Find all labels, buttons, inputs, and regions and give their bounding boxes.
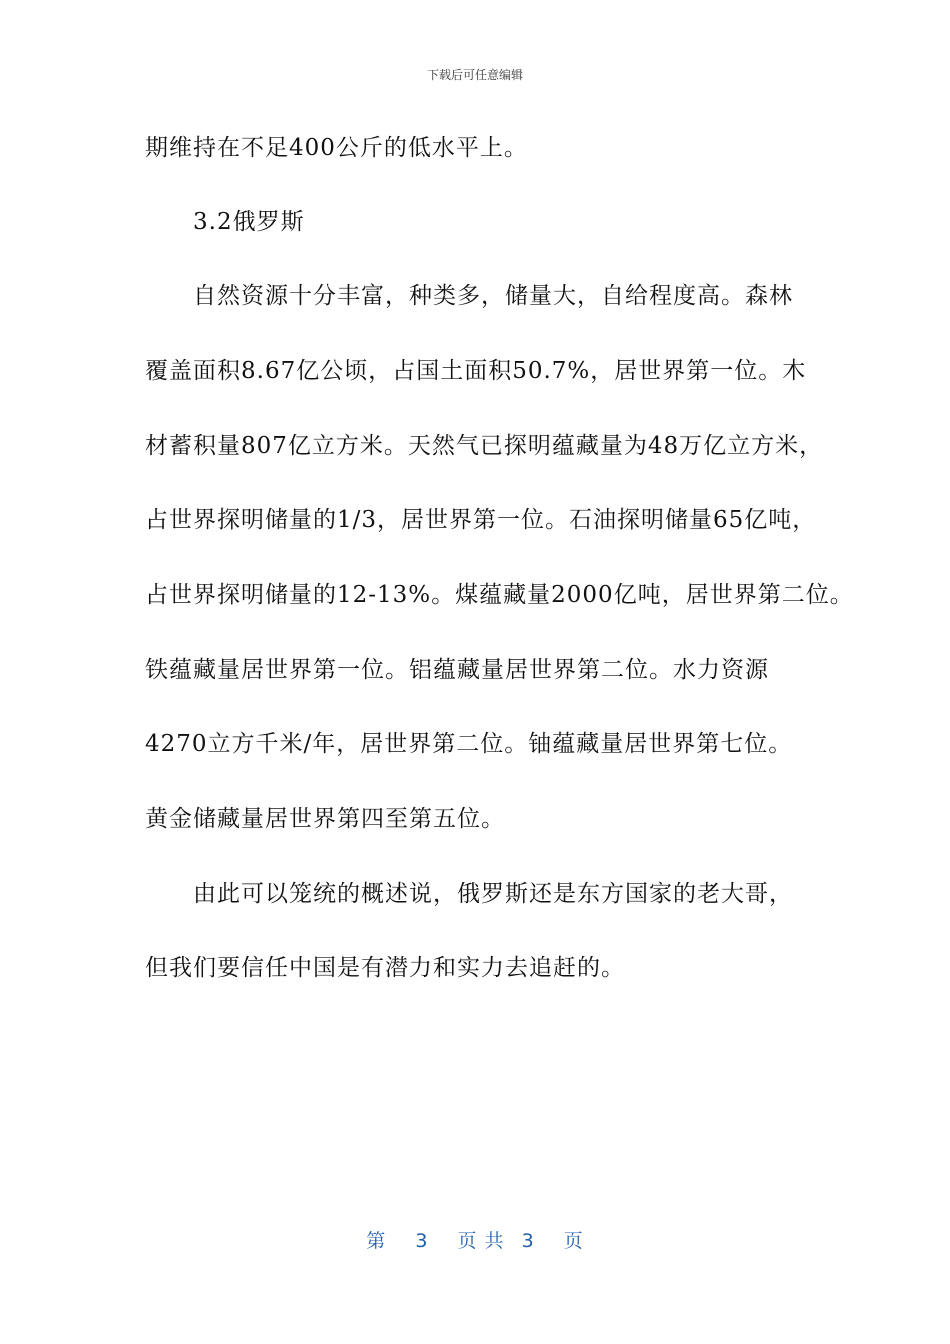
text-line: 占世界探明储量的12-13%。煤蕴藏量2000亿吨，居世界第二位。 — [145, 582, 854, 608]
footer-label-ye: 页 — [563, 1230, 584, 1252]
text-line: 4270立方千米/年，居世界第二位。铀蕴藏量居世界第七位。 — [145, 731, 793, 757]
text-line: 期维持在不足400公斤的低水平上。 — [145, 135, 528, 161]
section-heading: 3.2俄罗斯 — [193, 209, 305, 235]
text-line: 覆盖面积8.67亿公顷，占国土面积50.7%，居世界第一位。木 — [145, 358, 807, 384]
text-line: 黄金储藏量居世界第四至第五位。 — [145, 806, 505, 832]
page-header-note: 下载后可任意编辑 — [426, 68, 523, 82]
text-line: 占世界探明储量的1/3，居世界第一位。石油探明储量65亿吨， — [145, 507, 817, 533]
text-line: 由此可以笼统的概述说，俄罗斯还是东方国家的老大哥， — [193, 881, 793, 907]
text-line: 但我们要信任中国是有潜力和实力去追赶的。 — [145, 955, 625, 981]
total-pages-number: 3 — [521, 1230, 535, 1252]
footer-label-ye-gong: 页 共 — [457, 1230, 505, 1252]
current-page-number: 3 — [415, 1230, 429, 1252]
footer-label-di: 第 — [366, 1230, 387, 1252]
text-line: 铁蕴藏量居世界第一位。铝蕴藏量居世界第二位。水力资源 — [145, 657, 769, 683]
page-footer — [0, 1226, 950, 1253]
text-line: 自然资源十分丰富，种类多，储量大，自给程度高。森林 — [193, 283, 793, 309]
text-line: 材蓄积量807亿立方米。天然气已探明蕴藏量为48万亿立方米， — [145, 433, 824, 459]
